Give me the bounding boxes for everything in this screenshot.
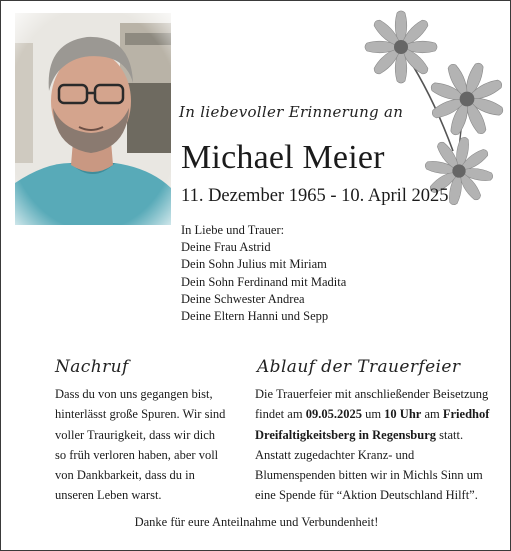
obituary-line: so früh verloren haben, aber voll — [55, 447, 219, 462]
ceremony-text-part: am — [421, 407, 443, 422]
ceremony-text-part: statt. — [436, 427, 464, 442]
ceremony-line — [255, 404, 505, 424]
ceremony-date: 09.05.2025 — [305, 407, 362, 422]
ceremony-line: Anstatt zugedachter Kranz- und — [255, 447, 415, 462]
deceased-name: Michael Meier — [181, 139, 385, 176]
obituary-line: Dass du von uns gegangen bist, — [55, 387, 213, 401]
obituary-text — [55, 384, 245, 506]
ceremony-column — [255, 353, 505, 506]
life-dates: 11. Dezember 1965 - 10. April 2025 — [181, 186, 449, 206]
obituary-column — [55, 353, 245, 506]
mourner-entry: Dein Sohn Julius mit Miriam — [181, 257, 327, 272]
thanks-note: Danke für eure Anteilnahme und Verbundenheit! — [134, 515, 379, 529]
ceremony-line: Die Trauerfeier mit anschließender Beisetzung — [255, 387, 489, 401]
mourner-entry: Deine Frau Astrid — [181, 240, 271, 255]
portrait-photo — [15, 13, 171, 225]
mourner-entry: Deine Eltern Hanni und Sepp — [181, 309, 329, 324]
ceremony-text-part: findet am — [255, 407, 306, 422]
ceremony-place: Friedhof — [442, 407, 490, 422]
mourners-intro: In Liebe und Trauer: — [181, 223, 285, 237]
obituary-line: unseren Leben warst. — [55, 488, 162, 503]
mourner-entry: Deine Schwester Andrea — [181, 291, 305, 306]
obituary-heading: Nachruf — [55, 357, 129, 377]
mourners-list — [181, 222, 346, 325]
ceremony-line: Blumenspenden bitten wir in Michls Sinn um — [255, 468, 483, 483]
ceremony-line: eine Spende für “Aktion Deutschland Hilft”. — [255, 488, 478, 503]
mourner-entry: Dein Sohn Ferdinand mit Madita — [181, 274, 347, 289]
ceremony-place: Dreifaltigkeitsberg in Regensburg — [255, 427, 437, 442]
ceremony-heading: Ablauf der Trauerfeier — [257, 357, 461, 377]
ceremony-line — [255, 425, 505, 445]
obituary-line: hinterlässt große Spuren. Wir sind — [55, 407, 226, 422]
memorial-script-line: In liebevoller Erinnerung an — [179, 103, 404, 121]
obituary-line: voller Traurigkeit, dass wir dich — [55, 427, 216, 442]
ceremony-text — [255, 384, 505, 506]
obituary-line: von Dankbarkeit, dass du in — [55, 468, 195, 483]
ceremony-text-part: um — [361, 407, 385, 422]
ceremony-time: 10 Uhr — [384, 407, 422, 422]
